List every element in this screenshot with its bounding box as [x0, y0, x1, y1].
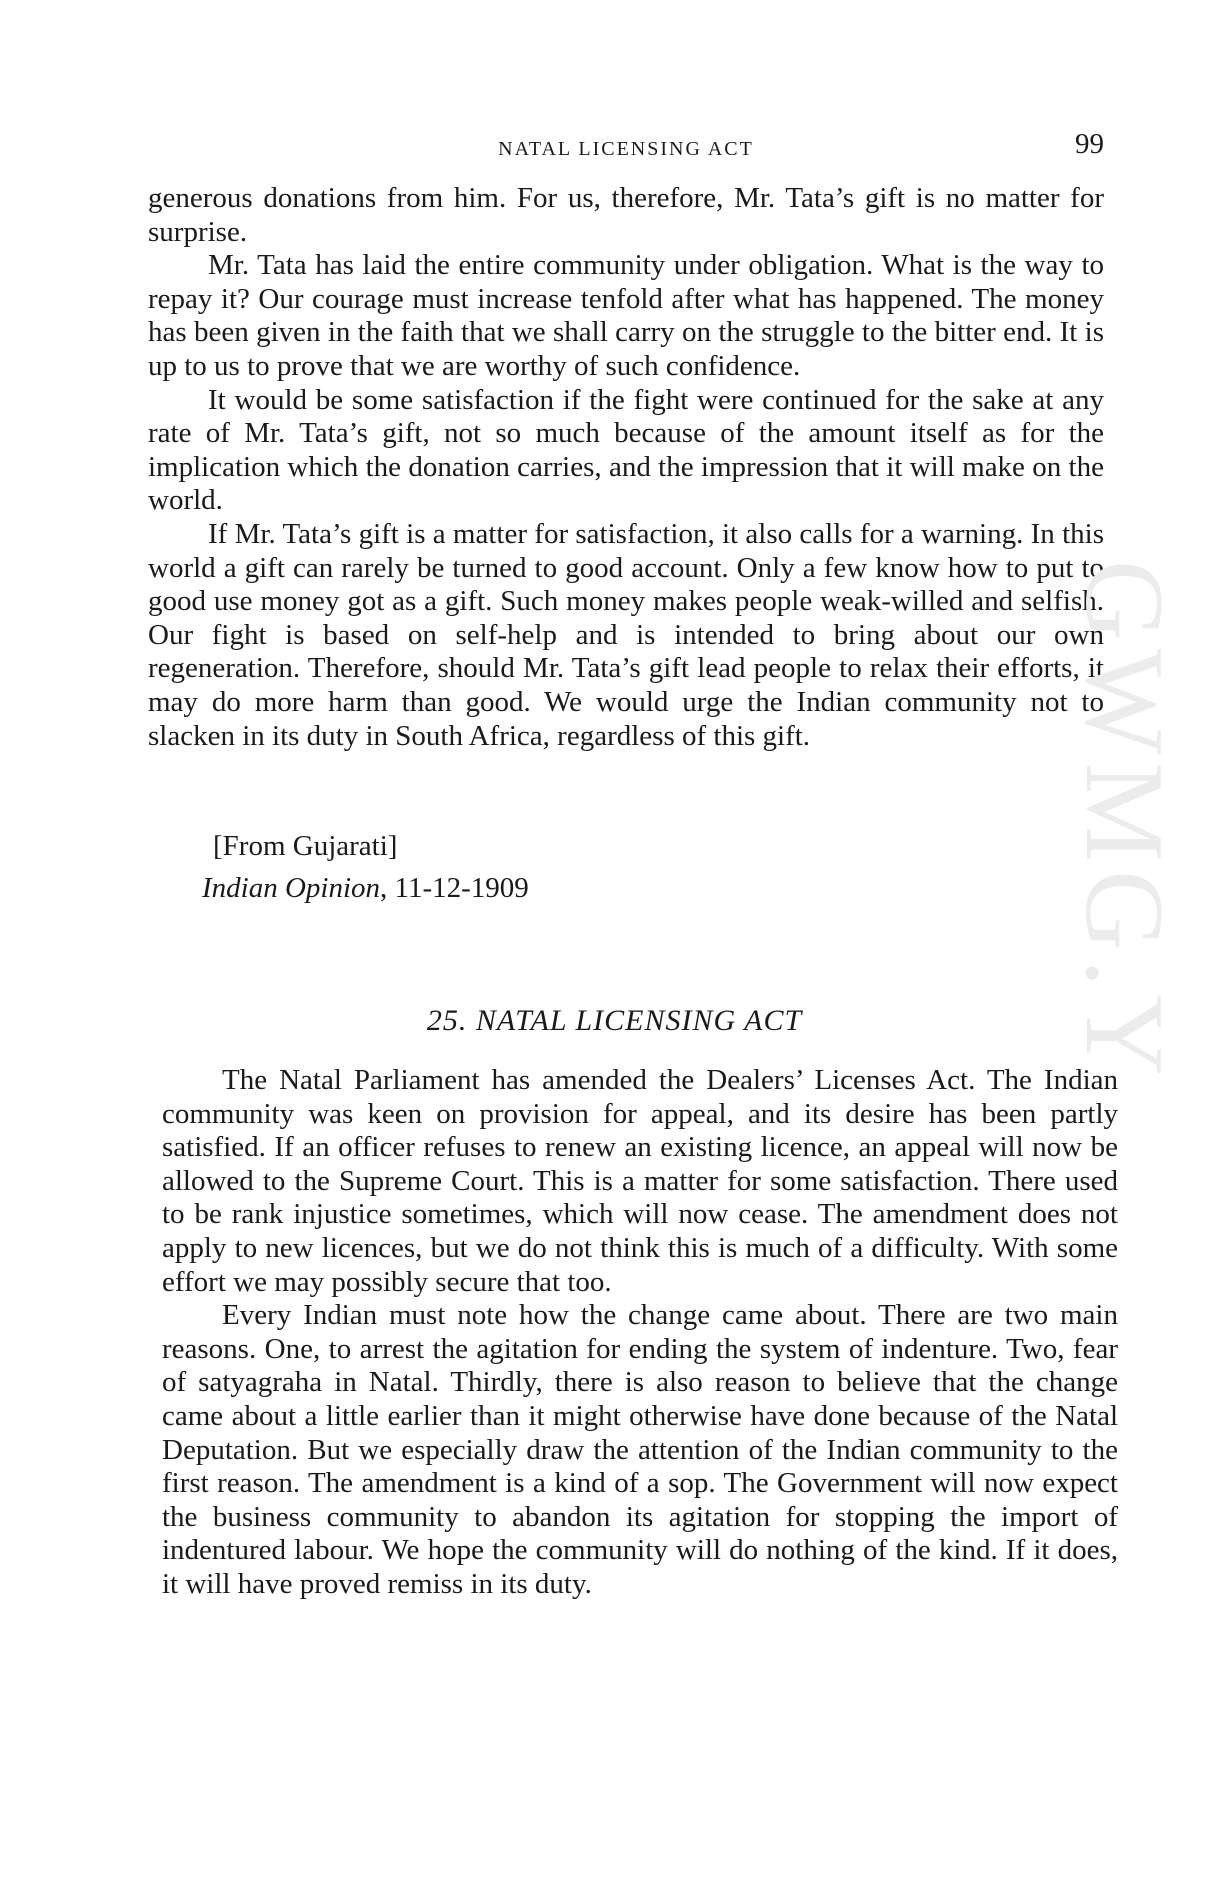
running-title: NATAL LICENSING ACT [498, 138, 754, 160]
running-header [148, 128, 1104, 168]
body-paragraph: It would be some satisfaction if the fight were continued for the sake at any rate of Mr. Tata’s gift, not so much because of the amount itself as for the implication which the donation carries, and the impression that it will make on the world. [148, 383, 1104, 517]
source-note: [From Gujarati] [213, 830, 398, 862]
body-paragraph: Mr. Tata has laid the entire community under obligation. What is the way to repay it? Our courage must increase tenfold after what has happened. The money has been given in the faith that we shall carry on the struggle to the bitter end. It is up to us to prove that we are worthy of such confidence. [148, 249, 1104, 382]
body-paragraph: The Natal Parliament has amended the Dealers’ Licenses Act. The Indian community was keen on provision for appeal, and its desire has been partly satisfied. If an officer refuses to renew an existing licence, an appeal will now be allowed to the Supreme Court. This is a matter for some satisfaction. There used to be rank injustice sometimes, which will now cease. The amendment does not apply to new licences, but we do not think this is much of a difficulty. With some effort we may possibly secure that too. [162, 1064, 1118, 1298]
continued-article-body [148, 182, 1104, 753]
watermark: GWMG.Y [1062, 560, 1186, 1084]
body-paragraph: Every Indian must note how the change came about. There are two main reasons. One, to arrest the agitation for ending the system of indenture. Two, fear of satyagraha in Natal. Thirdly, there is also reason to believe that the change came about a little earlier than it might otherwise have done because of the Natal Deputation. But we especially draw the attention of the Indian community to the first reason. The amendment is a kind of a sop. The Government will now expect the business community to abandon its agitation for stopping the import of indentured labour. We hope the community will do nothing of the kind. If it does, it will have proved remiss in its duty. [162, 1299, 1118, 1600]
citation [202, 872, 529, 905]
article-heading: 25. NATAL LICENSING ACT [426, 1004, 803, 1037]
body-paragraph: If Mr. Tata’s gift is a matter for satisfaction, it also calls for a warning. In this world a gift can rarely be turned to good account. Only a few know how to put to good use money got as a gift. Such money makes people weak-willed and selfish. Our fight is based on self-help and is intended to bring about our own regeneration. Therefore, should Mr. Tata’s gift lead people to relax their efforts, it may do more harm than good. We would urge the Indian community not to slacken in its duty in South Africa, regardless of this gift. [148, 517, 1104, 752]
page-number: 99 [1075, 128, 1104, 160]
citation-title: Indian Opinion [202, 872, 381, 904]
article-body [162, 1064, 1118, 1602]
citation-date: , 11-12-1909 [380, 872, 529, 904]
body-paragraph: generous donations from him. For us, therefore, Mr. Tata’s gift is no matter for surprise. [148, 182, 1104, 248]
